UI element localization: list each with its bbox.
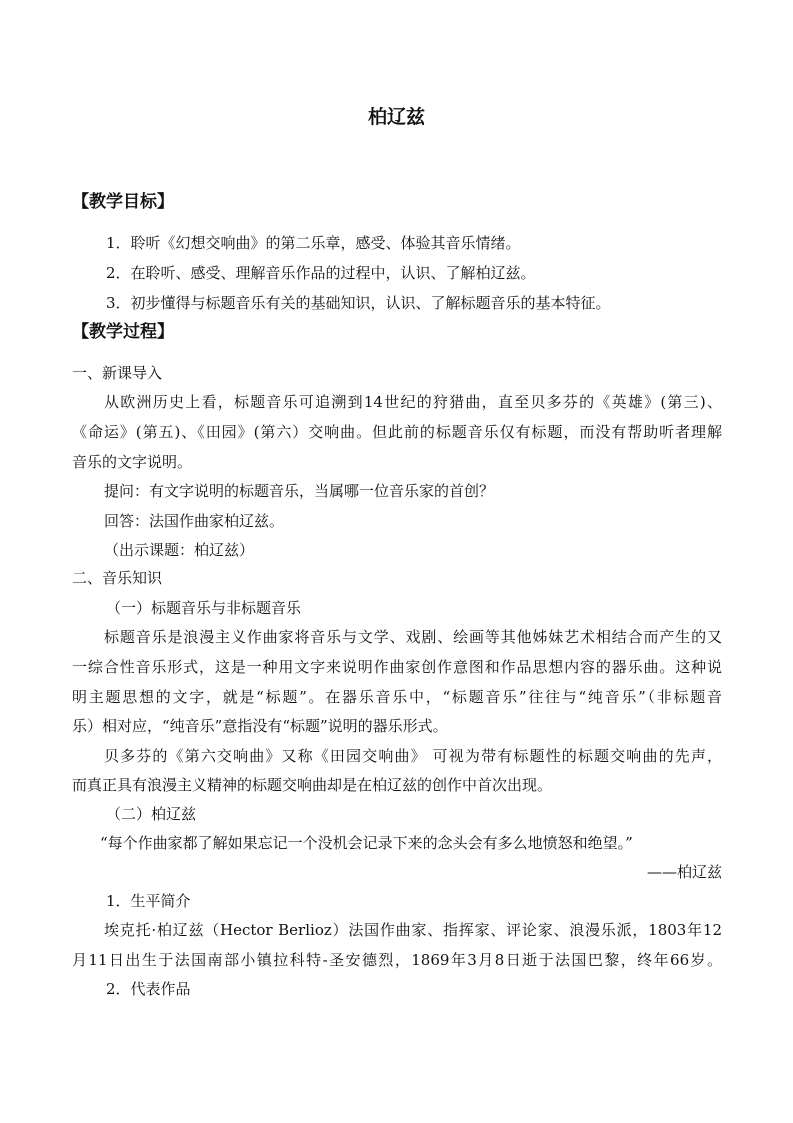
intro-paragraph-line: 从欧洲历史上看，标题音乐可追溯到14世纪的狩猎曲，直至贝多芬的《英雄》(第三)、 [104, 393, 722, 411]
beethoven-paragraph-line: 而真正具有浪漫主义精神的标题交响曲却是在柏辽兹的创作中首次出现。 [72, 776, 553, 794]
goal-item-3: 3．初步懂得与标题音乐有关的基础知识，认识、了解标题音乐的基本特征。 [106, 294, 611, 312]
berlioz-quote: “每个作曲家都了解如果忘记一个没机会记录下来的念头会有多么地愤怒和绝望。” [100, 834, 633, 852]
bio-paragraph-line: 埃克托·柏辽兹（Hector Berlioz）法国作曲家、指挥家、评论家、浪漫乐派，1803年12 [104, 921, 722, 939]
goal-item-1: 1．聆听《幻想交响曲》的第二乐章，感受、体验其音乐情绪。 [106, 234, 521, 252]
question-text: 提问：有文字说明的标题音乐，当属哪一位音乐家的首创？ [104, 482, 495, 500]
subsection2-heading: （二）柏辽兹 [106, 805, 197, 823]
bio-heading: 1．生平简介 [106, 892, 191, 910]
teaching-process-heading: 【教学过程】 [72, 322, 174, 342]
works-heading: 2．代表作品 [106, 980, 191, 998]
intro-paragraph-line: 《命运》(第五)、《田园》(第六）交响曲。但此前的标题音乐仅有标题，而没有帮助听者理解 [72, 423, 722, 441]
program-music-paragraph-line: 标题音乐是浪漫主义作曲家将音乐与文学、戏剧、绘画等其他姊妹艺术相结合而产生的又 [104, 628, 722, 646]
teaching-goals-heading: 【教学目标】 [72, 192, 174, 212]
bio-paragraph-line: 月11日出生于法国南部小镇拉科特-圣安德烈，1869年3月8日逝于法国巴黎，终年66岁。 [72, 951, 722, 969]
part1-heading: 一、新课导入 [72, 364, 163, 382]
page-title: 柏辽兹 [367, 106, 425, 128]
program-music-paragraph-line: 乐）相对应，“纯音乐”意指没有“标题”说明的器乐形式。 [72, 717, 448, 735]
program-music-paragraph-line: 一综合性音乐形式，这是一种用文字来说明作曲家创作意图和作品思想内容的器乐曲。这种说 [72, 658, 722, 676]
program-music-paragraph-line: 明主题思想的文字，就是“标题”。在器乐音乐中，“标题音乐”往往与“纯音乐”（非标题音 [72, 688, 722, 706]
subsection1-heading: （一）标题音乐与非标题音乐 [106, 599, 302, 617]
show-topic-text: （出示课题：柏辽兹） [104, 541, 255, 559]
answer-text: 回答：法国作曲家柏辽兹。 [104, 512, 285, 530]
part2-heading: 二、音乐知识 [72, 569, 163, 587]
goal-item-2: 2．在聆听、感受、理解音乐作品的过程中，认识、了解柏辽兹。 [106, 264, 536, 282]
beethoven-paragraph-line: 贝多芬的《第六交响曲》又称《田园交响曲》 可视为带有标题性的标题交响曲的先声， [104, 747, 722, 765]
intro-paragraph-line: 音乐的文字说明。 [72, 453, 193, 471]
quote-author: ——柏辽兹 [646, 863, 722, 881]
